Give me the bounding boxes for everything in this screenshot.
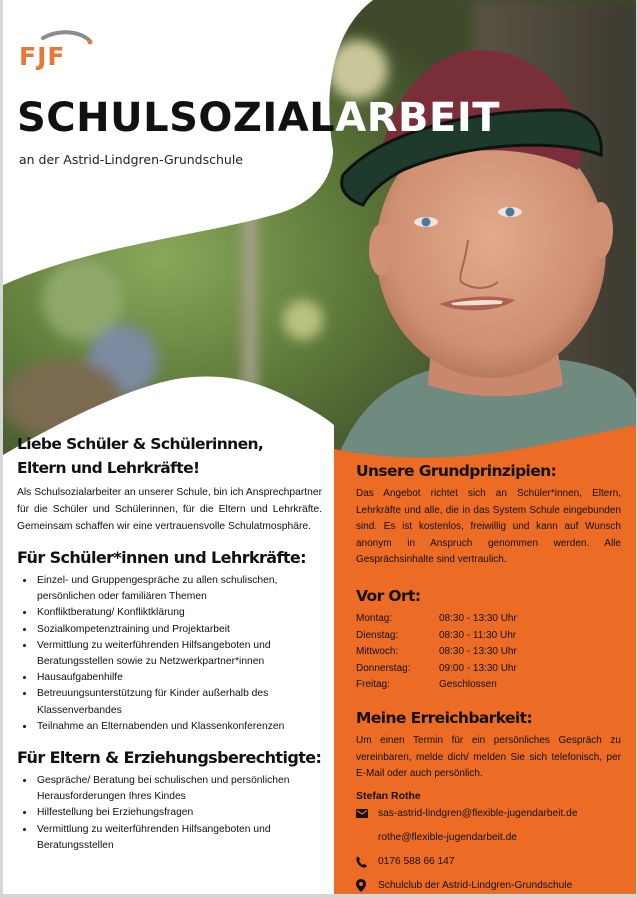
- list-item: • Vermittlung zu weiterführenden Hilfsangeboten und Beratungsstellen sowie zu Netzwerkpartner*innen: [35, 638, 322, 670]
- hours-day: Freitag:: [356, 679, 390, 691]
- hours-time: 08:30 - 13:30 Uhr: [439, 646, 517, 658]
- map-pin-icon: [356, 879, 378, 892]
- students-list: [17, 573, 322, 735]
- list-item: • Hilfestellung bei Erziehungsfragen: [35, 805, 322, 821]
- greeting-heading: [17, 432, 322, 480]
- hours-row: [356, 660, 517, 677]
- title-part-dark: SCHULSOZIAL: [17, 95, 336, 141]
- parents-list: [17, 773, 322, 854]
- phone-row: [356, 850, 621, 874]
- list-item: • Einzel- und Gruppengespräche zu allen schulischen, persönlichen oder familiären Themen: [35, 573, 322, 605]
- hours-time: Geschlossen: [439, 679, 497, 691]
- hours-table: [356, 611, 517, 694]
- contact-heading: Meine Erreichbarkeit:: [356, 709, 533, 727]
- left-column: [17, 432, 322, 854]
- contact-name: Stefan Rothe: [356, 789, 421, 802]
- greeting-line-1: Liebe Schüler & Schülerinnen,: [17, 435, 264, 453]
- email-row-2: [356, 826, 621, 850]
- list-item: • Vermittlung zu weiterführenden Hilfsangeboten und Beratungsstellen: [35, 822, 322, 854]
- page-title: [17, 95, 501, 141]
- list-item: • Hausaufgabenhilfe: [35, 670, 322, 686]
- hours-time: 08:30 - 11:30 Uhr: [439, 629, 517, 641]
- hours-time: 08:30 - 13:30 Uhr: [439, 613, 517, 625]
- location-row: [356, 874, 621, 895]
- list-item: • Konfliktberatung/ Konfliktklärung: [35, 605, 322, 621]
- hours-row: [356, 677, 517, 694]
- list-item: • Gespräche/ Beratung bei schulischen und persönlichen Herausforderungen Ihres Kindes: [35, 773, 322, 805]
- envelope-icon: [356, 809, 378, 818]
- email-link-2[interactable]: rothe@flexible-jugendarbeit.de: [378, 832, 517, 843]
- location-text: Schulclub der Astrid-Lindgren-Grundschule: [378, 880, 573, 891]
- hours-day: Dienstag:: [356, 629, 399, 641]
- parents-heading: Für Eltern & Erziehungsberechtigte:: [17, 748, 322, 768]
- email-link-1[interactable]: sas-astrid-lindgren@flexible-jugendarbeit.de: [378, 808, 578, 819]
- phone-number[interactable]: 0176 588 66 147: [378, 856, 455, 867]
- hours-row: [356, 611, 517, 628]
- intro-text: Als Schulsozialarbeiter an unserer Schule, bin ich Ansprechpartner für die Schüler und Schülerinnen, für die Eltern und Lehrkräfte. Gemeinsam schaffen wir eine vertrauensvolle Schulatmosphäre.: [17, 487, 322, 532]
- principles-text: Das Angebot richtet sich an Schüler*innen, Eltern, Lehrkräfte und alle, die in das System Schule eingebunden sind. Es ist kostenlos, freiwillig und kann auf Wunsch anonym in Anspruch genommen werden. Alle Gesprächsinhalte sind vertraulich.: [356, 488, 621, 565]
- right-column: [356, 460, 621, 894]
- logo-text: FJF: [19, 42, 66, 71]
- title-part-light: ARBEIT: [335, 95, 501, 141]
- hours-day: Donnerstag:: [356, 662, 411, 674]
- page-subtitle: an der Astrid-Lindgren-Grundschule: [19, 152, 243, 167]
- hours-day: Montag:: [356, 613, 393, 625]
- phone-icon: [356, 856, 378, 868]
- students-heading: Für Schüler*innen und Lehrkräfte:: [17, 548, 306, 567]
- fjf-logo: [17, 28, 107, 74]
- list-item: • Sozialkompetenztraining und Projektarbeit: [35, 622, 322, 638]
- hours-time: 09:00 - 13:30 Uhr: [439, 662, 517, 674]
- email-row-1: [356, 802, 621, 826]
- principles-heading: Unsere Grundprinzipien:: [356, 462, 557, 480]
- flyer-page: [3, 0, 636, 894]
- contact-text: Um einen Termin für ein persönliches Gespräch zu vereinbaren, melde dich/ melden Sie sich telefonisch, per E-Mail oder auch persönlich.: [356, 735, 621, 779]
- hours-day: Mittwoch:: [356, 646, 399, 658]
- hours-heading: Vor Ort:: [356, 586, 421, 605]
- hours-row: [356, 644, 517, 661]
- greeting-line-2: Eltern und Lehrkräfte!: [17, 459, 200, 477]
- list-item: • Betreuungsunterstützung für Kinder außerhalb des Klassenverbandes: [35, 686, 322, 718]
- list-item: • Teilnahme an Elternabenden und Klassenkonferenzen: [35, 719, 322, 735]
- hours-row: [356, 627, 517, 644]
